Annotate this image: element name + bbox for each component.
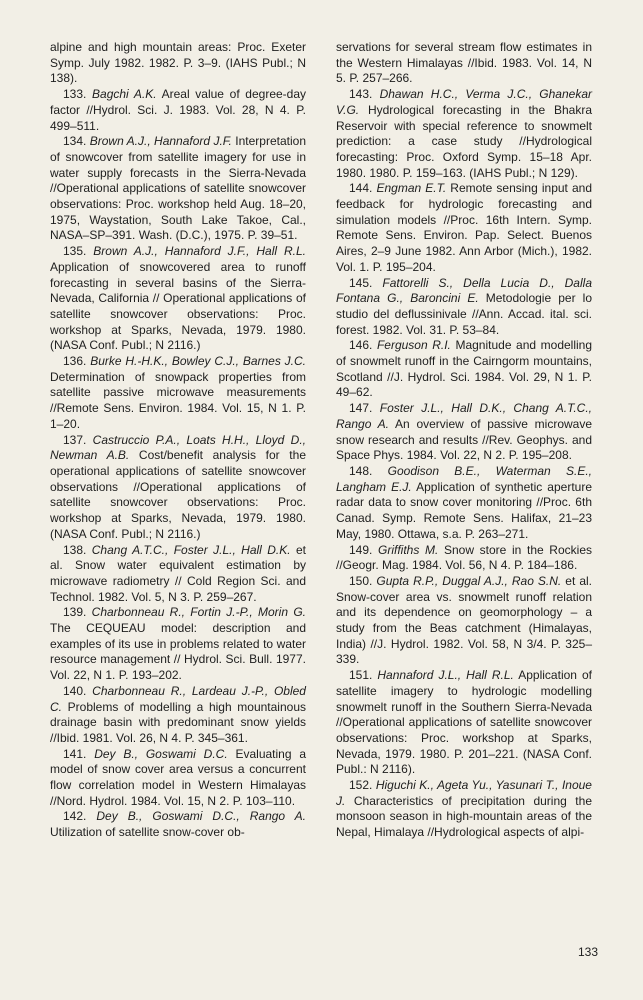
- reference-text: Characteristics of precipitation during the monsoon season in high-mountain areas of the Nepal, Himalaya //Hydrological aspects of alpi-: [336, 793, 592, 840]
- reference-text: Snow store in the Rockies //Geogr. Mag. 1984. Vol. 56, N 4. P. 184–186.: [336, 542, 592, 573]
- reference-continuation: [336, 40, 592, 87]
- reference-authors: Charbonneau R., Fortin J.-P., Morin G.: [91, 605, 306, 620]
- reference-text: alpine and high mountain areas: Proc. Exeter Symp. July 1982. 1982. P. 3–9. (IAHS Publ.; N 138).: [50, 40, 306, 86]
- reference-text: Utilization of satellite snow-cover ob-: [50, 825, 245, 840]
- reference-number: 140.: [63, 683, 87, 698]
- reference-entry: [336, 276, 592, 339]
- reference-authors: Goodison B.E., Waterman S.E., Langham E.J.: [336, 463, 592, 494]
- reference-text: et al. Snow water equivalent estimation by microwave radiometry // Cold Region Sci. and Technol. 1982. Vol. 5, N 3. P. 259–267.: [50, 542, 307, 604]
- reference-entry: [50, 684, 306, 747]
- reference-number: 149.: [349, 542, 373, 557]
- reference-text: Interpretation of snowcover from satellite imagery for use in water supply forecasts in the Sierra-Nevada //Operational applications of satellite snowcover observations: Proc. workshop held Aug. 18–20, 1975, Waystation, South Lake Takoe, Cal., NASA–SP–391. Wash. (D.C.), 1975. P. 39–51.: [50, 134, 306, 243]
- reference-number: 137.: [63, 432, 87, 447]
- reference-number: 144.: [349, 181, 373, 196]
- reference-text: Areal value of degree-day factor //Hydrol. Sci. J. 1983. Vol. 28, N 4. P. 499–511.: [50, 87, 307, 133]
- right-column: [336, 40, 592, 841]
- reference-text: Problems of modelling a high mountainous drainage basin with predominant snow yields //Ibid. 1981. Vol. 26, N 4. P. 345–361.: [50, 699, 306, 745]
- reference-number: 148.: [349, 463, 373, 478]
- reference-text: Determination of snowpack properties from satellite passive microwave measurements //Remote Sens. Environ. 1984. Vol. 15, N 1. P. 1–20.: [50, 369, 306, 431]
- reference-text: Cost/benefit analysis for the operational applications of satellite snowcover observations //Operational applications of satellite snowcover observations: Proc. workshop at Sparks, Nevada, 1979. 1980. (NASA Conf. Publ.; N 2116.): [50, 448, 306, 541]
- reference-authors: Bagchi A.K.: [92, 87, 157, 102]
- reference-authors: Brown A.J., Hannaford J.F.: [89, 134, 232, 149]
- reference-authors: Brown A.J., Hannaford J.F., Hall R.L.: [93, 244, 307, 259]
- reference-entry: [50, 244, 306, 354]
- reference-entry: [50, 747, 306, 810]
- reference-number: 133.: [63, 87, 87, 102]
- reference-number: 142.: [63, 809, 87, 824]
- reference-entry: [336, 668, 592, 778]
- reference-continuation: [50, 40, 306, 87]
- reference-text: et al. Snow-cover area vs. snowmelt runoff relation and its dependence on geomorphology – a study from the Beas catchment (Himalayas, India) //J. Hydrol. 1982. Vol. 58, N 3/4. P. 325–339.: [336, 573, 592, 667]
- reference-authors: Charbonneau R., Lardeau J.-P., Obled C.: [50, 683, 306, 714]
- reference-authors: Ferguson R.I.: [376, 338, 451, 353]
- reference-authors: Griffiths M.: [378, 542, 439, 557]
- reference-entry: [336, 87, 592, 181]
- reference-entry: [50, 605, 306, 684]
- reference-number: 139.: [63, 605, 87, 620]
- reference-number: 136.: [63, 354, 87, 369]
- reference-number: 150.: [349, 573, 373, 588]
- reference-authors: Higuchi K., Ageta Yu., Yasunari T., Inoue J.: [336, 778, 592, 808]
- reference-entry: [336, 181, 592, 275]
- left-column: [50, 40, 306, 841]
- reference-number: 152.: [349, 778, 373, 793]
- reference-text: Application of synthetic aperture radar data to snow cover monitoring //Proc. 6th Canad. Symp. Remote Sens. Halifax, 21–23 May, 1980. Ottawa, s.a. P. 263–271.: [336, 479, 592, 541]
- reference-entry: [336, 338, 592, 401]
- reference-text: Remote sensing input and feedback for hydrologic forecasting and simulation models //Proc. 16th Intern. Symp. Remote Sens. Environ. Pap. Select. Buenos Aires, 2–9 June 1982. Ann Arbor (Mich.), 1982. Vol. 1. P. 195–204.: [336, 181, 592, 274]
- reference-number: 151.: [349, 668, 373, 683]
- reference-entry: [50, 543, 306, 606]
- reference-number: 147.: [349, 401, 373, 416]
- reference-entry: [336, 464, 592, 543]
- reference-text: Application of satellite imagery to hydrologic modelling snowmelt runoff in the Southern Sierra-Nevada //Operational applications of satellite snowcover observations: Proc. workshop at Sparks, Nevada, 1979. 1980. P. 201–221. (NASA Conf. Publ.: N 2116).: [336, 668, 592, 777]
- reference-authors: Fattorelli S., Della Lucia D., Dalla Fontana G., Baroncini E.: [336, 275, 592, 306]
- reference-number: 145.: [349, 275, 373, 290]
- reference-authors: Dey B., Goswami D.C., Rango A.: [96, 809, 307, 824]
- reference-entry: [50, 354, 306, 433]
- reference-authors: Burke H.-H.K., Bowley C.J., Barnes J.C.: [90, 354, 306, 369]
- reference-authors: Foster J.L., Hall D.K., Chang A.T.C., Rango A.: [336, 401, 592, 431]
- reference-authors: Hannaford J.L., Hall R.L.: [377, 668, 514, 683]
- reference-number: 141.: [63, 746, 87, 761]
- reference-entry: [336, 574, 592, 668]
- reference-authors: Dhawan H.C., Verma J.C., Ghanekar V.G.: [336, 87, 592, 117]
- reference-text: An overview of passive microwave snow research and results //Rev. Geophys. and Space Phys. 1984. Vol. 22, N 2. P. 195–208.: [336, 416, 593, 463]
- reference-entry: [336, 401, 592, 464]
- reference-text: Metodologie per lo studio del deflussinivale //Ann. Accad. ital. sci. forest. 1982. Vol. 31. P. 53–84.: [336, 291, 593, 337]
- reference-text: Evaluating a model of snow cover area versus a concurrent flow correlation model in Western Himalayas //Nord. Hydrol. 1984. Vol. 15, N 2. P. 103–110.: [50, 746, 307, 808]
- reference-entry: [336, 543, 592, 574]
- reference-number: 143.: [349, 87, 373, 102]
- reference-entry: [50, 809, 306, 840]
- reference-number: 135.: [63, 244, 87, 259]
- reference-entry: [50, 134, 306, 244]
- reference-authors: Castruccio P.A., Loats H.H., Lloyd D., Newman A.B.: [50, 432, 306, 463]
- reference-number: 138.: [63, 542, 87, 557]
- reference-text: Magnitude and modelling of snowmelt runoff in the Cairngorm mountains, Scotland //J. Hydrol. Sci. 1984. Vol. 29, N 1. P. 49–62.: [336, 338, 593, 400]
- reference-authors: Dey B., Goswami D.C.: [94, 746, 228, 761]
- page-number: 133: [577, 945, 598, 959]
- reference-entry: [50, 433, 306, 543]
- reference-number: 146.: [349, 338, 373, 353]
- reference-text: The CEQUEAU model: description and examples of its use in problems related to water resource management // Hydrol. Sci. Bull. 1977. Vol. 22, N 1. P. 193–202.: [50, 621, 306, 683]
- reference-authors: Gupta R.P., Duggal A.J., Rao S.N.: [376, 573, 562, 588]
- reference-entry: [336, 778, 592, 841]
- reference-authors: Chang A.T.C., Foster J.L., Hall D.K.: [91, 542, 291, 557]
- reference-entry: [50, 87, 306, 134]
- reference-number: 134.: [63, 134, 87, 149]
- reference-text: servations for several stream flow estimates in the Western Himalayas //Ibid. 1983. Vol. 14, N 5. P. 257–266.: [336, 40, 592, 86]
- reference-text: Hydrological forecasting in the Bhakra Reservoir with special reference to snowmelt prediction: a case study //Hydrological forecasting: Proc. Oxford Symp. 15–18 Apr. 1980. 1980. P. 159–163. (IAHS Publ.; N 129).: [336, 102, 592, 180]
- reference-text: Application of snowcovered area to runoff forecasting in several basins of the Sierra-Nevada, California // Operational applications of satellite snowcover observations: Proc. workshop at Sparks, Nevada, 1979. 1980. (NASA Conf. Publ.; N 2116.): [50, 259, 306, 353]
- reference-authors: Engman E.T.: [376, 181, 447, 196]
